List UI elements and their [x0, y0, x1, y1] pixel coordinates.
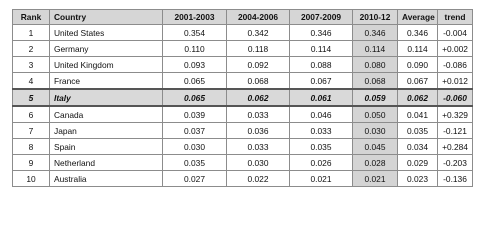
value-2010-12: 0.080 [353, 57, 398, 73]
value-2001-2003: 0.027 [163, 171, 227, 187]
table-row [13, 25, 473, 41]
value-2007-2009: 0.088 [290, 57, 353, 73]
country-ranking-table [12, 9, 473, 187]
value-2007-2009: 0.114 [290, 41, 353, 57]
table-body [13, 25, 473, 187]
header-average: Average [398, 10, 438, 25]
value-2004-2006: 0.030 [227, 155, 290, 171]
value-2004-2006: 0.092 [227, 57, 290, 73]
value-2004-2006: 0.033 [227, 106, 290, 123]
country-cell: Germany [50, 41, 163, 57]
value-average: 0.090 [398, 57, 438, 73]
value-average: 0.067 [398, 73, 438, 90]
value-2004-2006: 0.342 [227, 25, 290, 41]
table-row [13, 139, 473, 155]
rank-cell: 1 [13, 25, 50, 41]
country-cell: France [50, 73, 163, 90]
value-average: 0.346 [398, 25, 438, 41]
value-2007-2009: 0.046 [290, 106, 353, 123]
value-2007-2009: 0.061 [290, 89, 353, 106]
value-2007-2009: 0.033 [290, 123, 353, 139]
country-cell: Spain [50, 139, 163, 155]
table-row [13, 73, 473, 90]
value-2010-12: 0.346 [353, 25, 398, 41]
value-average: 0.062 [398, 89, 438, 106]
value-2004-2006: 0.036 [227, 123, 290, 139]
table-row [13, 123, 473, 139]
header-2001-2003: 2001-2003 [163, 10, 227, 25]
value-2010-12: 0.021 [353, 171, 398, 187]
country-cell: Australia [50, 171, 163, 187]
country-cell: Netherland [50, 155, 163, 171]
value-2001-2003: 0.065 [163, 73, 227, 90]
country-cell: Italy [50, 89, 163, 106]
value-trend: +0.329 [438, 106, 473, 123]
value-trend: +0.002 [438, 41, 473, 57]
rank-cell: 5 [13, 89, 50, 106]
value-2001-2003: 0.039 [163, 106, 227, 123]
header-2004-2006: 2004-2006 [227, 10, 290, 25]
country-cell: United States [50, 25, 163, 41]
value-2007-2009: 0.346 [290, 25, 353, 41]
value-2001-2003: 0.110 [163, 41, 227, 57]
value-2010-12: 0.045 [353, 139, 398, 155]
value-trend: +0.012 [438, 73, 473, 90]
table-row [13, 106, 473, 123]
value-trend: -0.136 [438, 171, 473, 187]
header-2010-12: 2010-12 [353, 10, 398, 25]
rank-cell: 6 [13, 106, 50, 123]
rank-cell: 4 [13, 73, 50, 90]
rank-cell: 10 [13, 171, 50, 187]
value-2010-12: 0.050 [353, 106, 398, 123]
value-2001-2003: 0.065 [163, 89, 227, 106]
header-country: Country [50, 10, 163, 25]
header-rank: Rank [13, 10, 50, 25]
value-trend: -0.086 [438, 57, 473, 73]
table-row [13, 155, 473, 171]
value-2010-12: 0.068 [353, 73, 398, 90]
value-2004-2006: 0.033 [227, 139, 290, 155]
value-2004-2006: 0.022 [227, 171, 290, 187]
value-2010-12: 0.028 [353, 155, 398, 171]
value-trend: +0.284 [438, 139, 473, 155]
value-trend: -0.004 [438, 25, 473, 41]
value-2004-2006: 0.068 [227, 73, 290, 90]
value-2007-2009: 0.067 [290, 73, 353, 90]
country-cell: United Kingdom [50, 57, 163, 73]
value-2001-2003: 0.030 [163, 139, 227, 155]
table-row-highlighted [13, 89, 473, 106]
value-average: 0.023 [398, 171, 438, 187]
value-trend: -0.203 [438, 155, 473, 171]
rank-cell: 9 [13, 155, 50, 171]
country-cell: Japan [50, 123, 163, 139]
value-average: 0.029 [398, 155, 438, 171]
value-2004-2006: 0.062 [227, 89, 290, 106]
value-2001-2003: 0.037 [163, 123, 227, 139]
value-2010-12: 0.030 [353, 123, 398, 139]
value-average: 0.114 [398, 41, 438, 57]
value-2010-12: 0.059 [353, 89, 398, 106]
value-average: 0.034 [398, 139, 438, 155]
table-header-row [13, 10, 473, 25]
value-2007-2009: 0.021 [290, 171, 353, 187]
value-2004-2006: 0.118 [227, 41, 290, 57]
header-trend: trend [438, 10, 473, 25]
rank-cell: 7 [13, 123, 50, 139]
ranking-table-container [12, 9, 472, 187]
value-2007-2009: 0.035 [290, 139, 353, 155]
value-trend: -0.060 [438, 89, 473, 106]
value-trend: -0.121 [438, 123, 473, 139]
value-2001-2003: 0.035 [163, 155, 227, 171]
value-average: 0.041 [398, 106, 438, 123]
country-cell: Canada [50, 106, 163, 123]
table-row [13, 57, 473, 73]
value-average: 0.035 [398, 123, 438, 139]
rank-cell: 3 [13, 57, 50, 73]
value-2001-2003: 0.354 [163, 25, 227, 41]
table-row [13, 41, 473, 57]
rank-cell: 8 [13, 139, 50, 155]
value-2001-2003: 0.093 [163, 57, 227, 73]
rank-cell: 2 [13, 41, 50, 57]
table-row [13, 171, 473, 187]
value-2010-12: 0.114 [353, 41, 398, 57]
header-2007-2009: 2007-2009 [290, 10, 353, 25]
value-2007-2009: 0.026 [290, 155, 353, 171]
